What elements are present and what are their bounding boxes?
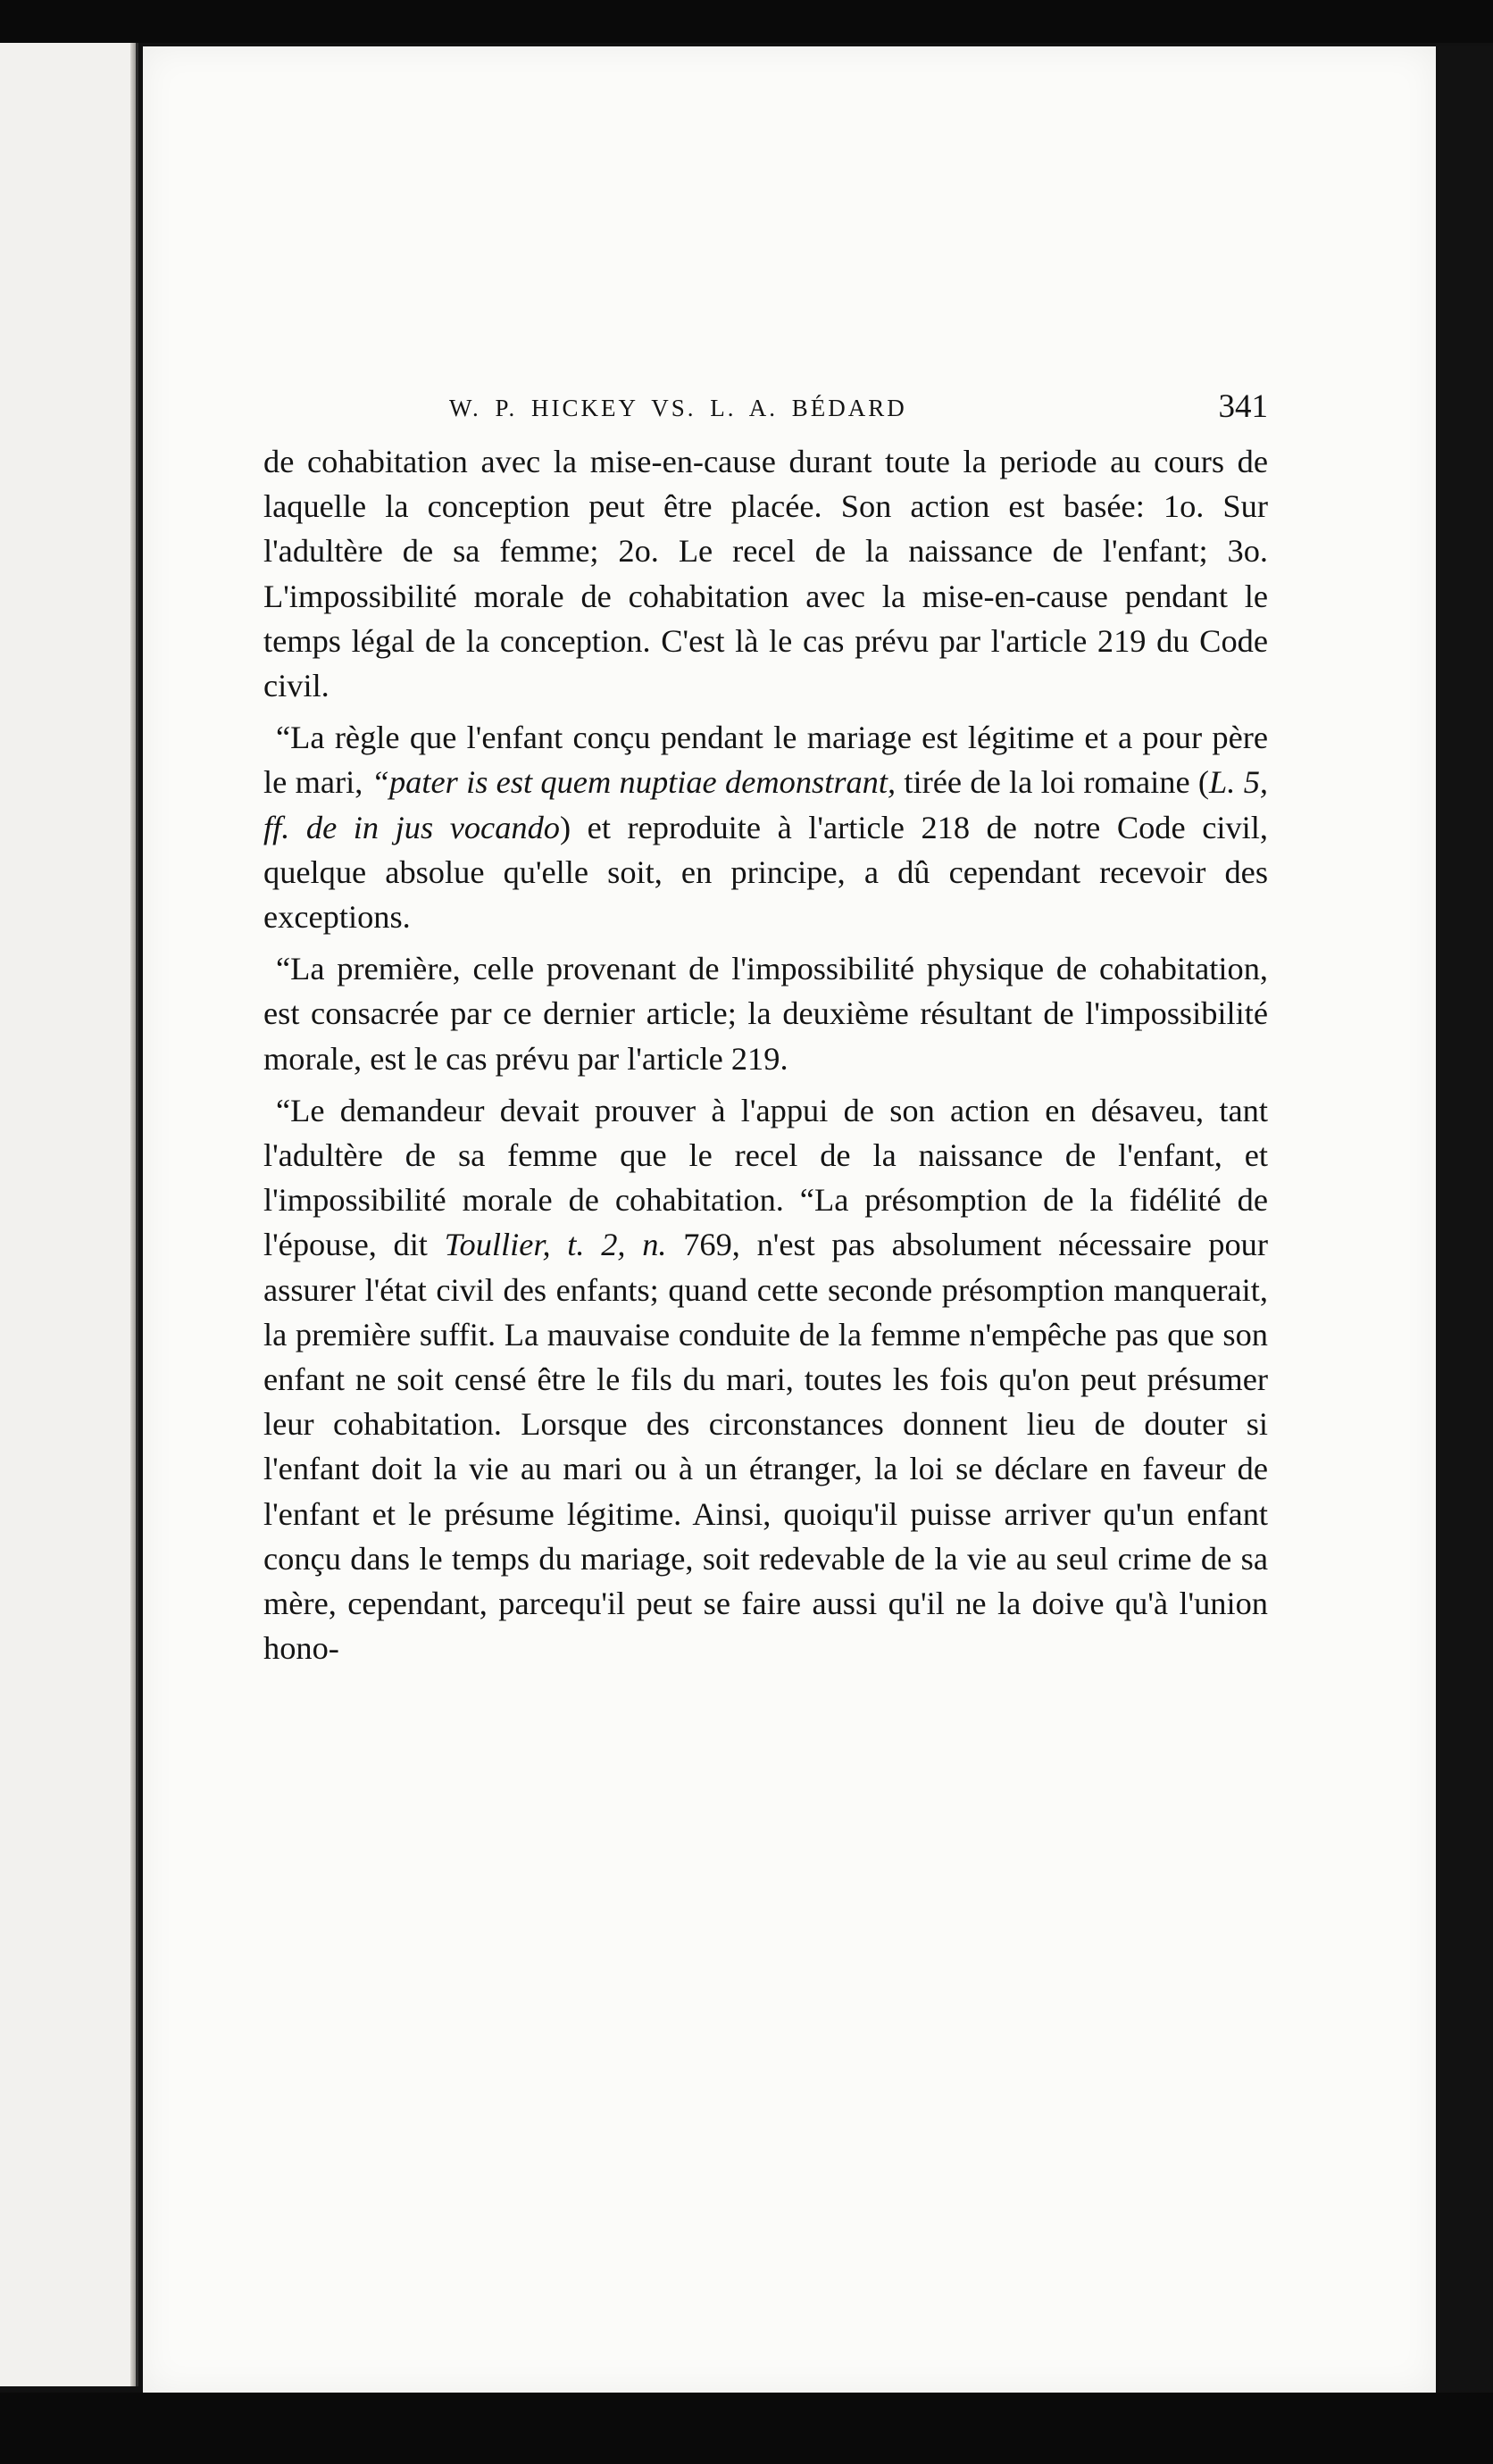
paragraph-4 [263, 1088, 1268, 1671]
paragraph-1: de cohabitation avec la mise-en-cause durant toute la periode au cours de laquelle la conception peut être placée. Son action est basée: 1o. Sur l'adultère de sa femme; 2o. Le recel de la naissance de l'enfant; 3o. L'impossibilité morale de cohabitation avec la mise-en-cause pendant le temps légal de la conception. C'est là le cas prévu par l'article 219 du Code civil. [263, 444, 1268, 704]
page-fold-shadow [130, 43, 136, 2386]
scan-right-border [1439, 46, 1493, 2393]
scan-top-border [0, 0, 1493, 43]
paragraph-2 [263, 715, 1268, 939]
running-head [263, 368, 1268, 439]
paragraph-2-text-e: ) et reproduite à l'article 218 de notre Code civil, quelque absolue qu'elle soit, en principe, a dû cependant recevoir des exceptions. [263, 809, 1268, 936]
roman-law-citation: L. 5, ff. de in jus vocando [263, 764, 1268, 845]
toullier-citation: Toullier, t. 2, n. [444, 1227, 667, 1263]
page-number: 341 [1218, 388, 1268, 425]
paragraph-2-text-a: “La règle que l'enfant conçu pendant le mariage est légitime et a pour père le mari, [263, 720, 1268, 801]
page-text-block [263, 368, 1268, 1670]
running-title: W. P. HICKEY VS. L. A. BÉDARD [449, 395, 907, 421]
paragraph-4-text-a: “Le demandeur devait prouver à l'appui de son action en désaveu, tant l'adultère de sa femme que le recel de la naissance de l'enfant, et l'impossibilité morale de cohabitation. “La présomption de la fidélité de l'épouse, dit [263, 1092, 1268, 1263]
facing-page-edge [0, 43, 138, 2386]
scan-bottom-border [0, 2393, 1493, 2464]
paragraph-4-text-c: 769, n'est pas absolument nécessaire pour assurer l'état civil des enfants; quand cette seconde présomption manquerait, la première suffit. La mauvaise conduite de la femme n'empêche pas que son enfant ne soit censé être le fils du mari, toutes les fois qu'on peut présumer leur cohabitation. Lorsque des circonstances donnent lieu de douter si l'enfant doit la vie au mari ou à un étranger, la loi se déclare en faveur de l'enfant et le présume légitime. Ainsi, quoiqu'il puisse arriver qu'un enfant conçu dans le temps du mariage, soit redevable de la vie au seul crime de sa mère, cependant, parcequ'il peut se faire aussi qu'il ne la doive qu'à l'union hono- [263, 1227, 1268, 1667]
paragraph-3: “La première, celle provenant de l'impossibilité physique de cohabitation, est consacrée par ce dernier article; la deuxième résultant de l'impossibilité morale, est le cas prévu par l'article 219. [263, 951, 1268, 1077]
latin-maxim: “pater is est quem nuptiae demonstrant, [371, 764, 897, 801]
paragraph-2-text-c: tirée de la loi romaine ( [896, 764, 1210, 801]
book-page [143, 46, 1436, 2393]
